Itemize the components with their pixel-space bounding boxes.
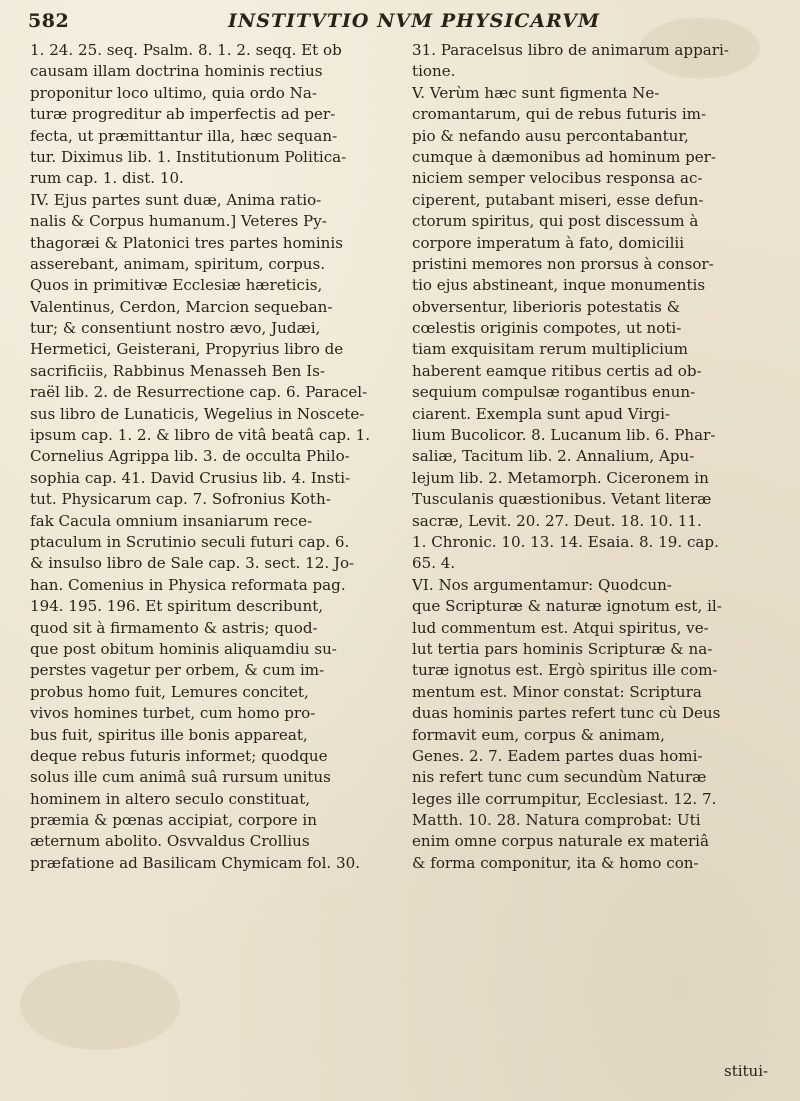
text-line: Cornelius Agrippa lib. 3. de occulta Philo- bbox=[30, 447, 350, 466]
text-line: que post obitum hominis aliquamdiu su- bbox=[30, 639, 337, 658]
text-line: lud commentum est. Atqui spiritus, ve- bbox=[412, 618, 709, 637]
text-line: probus homo fuit, Lemures concitet, bbox=[30, 682, 309, 701]
text-line: fecta, ut præmittantur illa, hæc sequan- bbox=[30, 126, 338, 145]
text-line: lut tertia pars hominis Scripturæ & na- bbox=[412, 639, 713, 658]
text-line: causam illam doctrina hominis rectius bbox=[30, 62, 323, 81]
left-text-column bbox=[30, 40, 390, 874]
text-line: nis refert tunc cum secundùm Naturæ bbox=[412, 768, 707, 787]
text-line: 31. Paracelsus libro de animarum appari- bbox=[412, 41, 729, 59]
text-line: nalis & Corpus humanum.] Veteres Py- bbox=[30, 212, 327, 231]
text-line: sequium compulsæ rogantibus enun- bbox=[412, 383, 696, 402]
text-line: & insulso libro de Sale cap. 3. sect. 12. Jo- bbox=[30, 554, 355, 573]
text-line: ipsum cap. 1. 2. & libro de vitâ beatâ cap. 1. bbox=[30, 426, 370, 445]
text-line: VI. Nos argumentamur: Quodcun- bbox=[412, 575, 672, 594]
text-line: Tusculanis quæstionibus. Vetant literæ bbox=[412, 490, 712, 509]
text-line: pristini memores non prorsus à consor- bbox=[412, 254, 714, 273]
text-line: V. Verùm hæc sunt figmenta Ne- bbox=[412, 83, 660, 102]
text-line: proponitur loco ultimo, quia ordo Na- bbox=[30, 83, 317, 102]
text-line: deque rebus futuris informet; quodque bbox=[30, 746, 328, 765]
text-line: lium Bucolicor. 8. Lucanum lib. 6. Phar- bbox=[412, 426, 716, 445]
text-line: cromantarum, qui de rebus futuris im- bbox=[412, 105, 707, 124]
text-line: æternum abolito. Osvvaldus Crollius bbox=[30, 832, 310, 851]
text-line: tiam exquisitam rerum multiplicium bbox=[412, 340, 688, 359]
text-line: Matth. 10. 28. Natura comprobat: Uti bbox=[412, 811, 701, 830]
text-line: turæ ignotus est. Ergò spiritus ille com- bbox=[412, 661, 718, 680]
text-line: ciperent, putabant miseri, esse defun- bbox=[412, 190, 704, 209]
text-line: Valentinus, Cerdon, Marcion sequeban- bbox=[30, 297, 333, 316]
text-line: hominem in altero seculo constituat, bbox=[30, 789, 311, 808]
text-line: Hermetici, Geisterani, Propyrius libro de bbox=[30, 340, 344, 359]
text-line: rum cap. 1. dist. 10. bbox=[30, 169, 184, 188]
text-line: niciem semper velocibus responsa ac- bbox=[412, 169, 703, 188]
text-line: tur; & consentiunt nostro ævo, Judæi, bbox=[30, 319, 321, 338]
text-line: haberent eamque ritibus certis ad ob- bbox=[412, 361, 702, 380]
text-line: han. Comenius in Physica reformata pag. bbox=[30, 575, 346, 594]
text-line: sophia cap. 41. David Crusius lib. 4. Insti- bbox=[30, 468, 351, 487]
text-line: pio & nefando ausu percontabantur, bbox=[412, 126, 689, 145]
text-line: lejum lib. 2. Metamorph. Ciceronem in bbox=[412, 468, 709, 487]
text-line: duas hominis partes refert tunc cù Deus bbox=[412, 704, 721, 723]
page-header bbox=[28, 8, 788, 36]
text-line: quod sit à firmamento & astris; quod- bbox=[30, 618, 318, 637]
text-line: raël lib. 2. de Resurrectione cap. 6. Paracel- bbox=[30, 383, 368, 402]
text-line: vivos homines turbet, cum homo pro- bbox=[30, 704, 316, 723]
text-line: sacræ, Levit. 20. 27. Deut. 18. 10. 11. bbox=[412, 511, 702, 530]
text-line: turæ progreditur ab imperfectis ad per- bbox=[30, 105, 336, 124]
text-line: sacrificiis, Rabbinus Menasseh Ben Is- bbox=[30, 361, 326, 380]
text-line: corpore imperatum à fato, domicilii bbox=[412, 233, 685, 252]
running-title: INSTITVTIO NVM PHYSICARVM bbox=[228, 10, 600, 32]
text-line: asserebant, animam, spiritum, corpus. bbox=[30, 254, 326, 273]
text-line: præmia & pœnas accipiat, corpore in bbox=[30, 811, 317, 830]
text-line: solus ille cum animâ suâ rursum unitus bbox=[30, 768, 331, 787]
text-line: 1. 24. 25. seq. Psalm. 8. 1. 2. seqq. Et ob bbox=[30, 41, 342, 59]
text-line: 1. Chronic. 10. 13. 14. Esaia. 8. 19. cap. bbox=[412, 532, 719, 551]
text-line: 194. 195. 196. Et spiritum describunt, bbox=[30, 597, 324, 616]
text-line: ctorum spiritus, qui post discessum à bbox=[412, 212, 699, 231]
right-text-column bbox=[412, 40, 778, 874]
text-line: & forma componitur, ita & homo con- bbox=[412, 853, 699, 872]
text-line: ptaculum in Scrutinio seculi futuri cap. 6. bbox=[30, 532, 350, 551]
text-line: saliæ, Tacitum lib. 2. Annalium, Apu- bbox=[412, 447, 695, 466]
text-line: obversentur, liberioris potestatis & bbox=[412, 297, 681, 316]
text-line: tut. Physicarum cap. 7. Sofronius Koth- bbox=[30, 490, 331, 509]
text-line: Genes. 2. 7. Eadem partes duas homi- bbox=[412, 746, 703, 765]
text-line: sus libro de Lunaticis, Wegelius in Noscete- bbox=[30, 404, 365, 423]
text-line: tur. Diximus lib. 1. Institutionum Politica- bbox=[30, 147, 347, 166]
text-line: IV. Ejus partes sunt duæ, Anima ratio- bbox=[30, 190, 322, 209]
text-line: tione. bbox=[412, 62, 456, 81]
text-line: formavit eum, corpus & animam, bbox=[412, 725, 665, 744]
text-line: cœlestis originis compotes, ut noti- bbox=[412, 319, 682, 338]
text-line: tio ejus abstineant, inque monumentis bbox=[412, 276, 706, 295]
text-line: leges ille corrumpitur, Ecclesiast. 12. 7. bbox=[412, 789, 717, 808]
text-line: bus fuit, spiritus ille bonis appareat, bbox=[30, 725, 308, 744]
text-line: ciarent. Exempla sunt apud Virgi- bbox=[412, 404, 671, 423]
text-line: thagoræi & Platonici tres partes hominis bbox=[30, 233, 343, 252]
text-line: perstes vagetur per orbem, & cum im- bbox=[30, 661, 325, 680]
text-line: mentum est. Minor constat: Scriptura bbox=[412, 682, 702, 701]
text-line: 65. 4. bbox=[412, 554, 456, 573]
text-line: que Scripturæ & naturæ ignotum est, il- bbox=[412, 597, 722, 616]
text-line: Quos in primitivæ Ecclesiæ hæreticis, bbox=[30, 276, 323, 295]
page-number: 582 bbox=[28, 10, 70, 32]
text-line: cumque à dæmonibus ad hominum per- bbox=[412, 147, 716, 166]
paper-stain bbox=[20, 960, 180, 1050]
text-line: enim omne corpus naturale ex materiâ bbox=[412, 832, 709, 851]
text-line: fak Cacula omnium insaniarum rece- bbox=[30, 511, 313, 530]
catchword: stitui- bbox=[724, 1062, 769, 1080]
text-line: præfatione ad Basilicam Chymicam fol. 30. bbox=[30, 853, 361, 872]
